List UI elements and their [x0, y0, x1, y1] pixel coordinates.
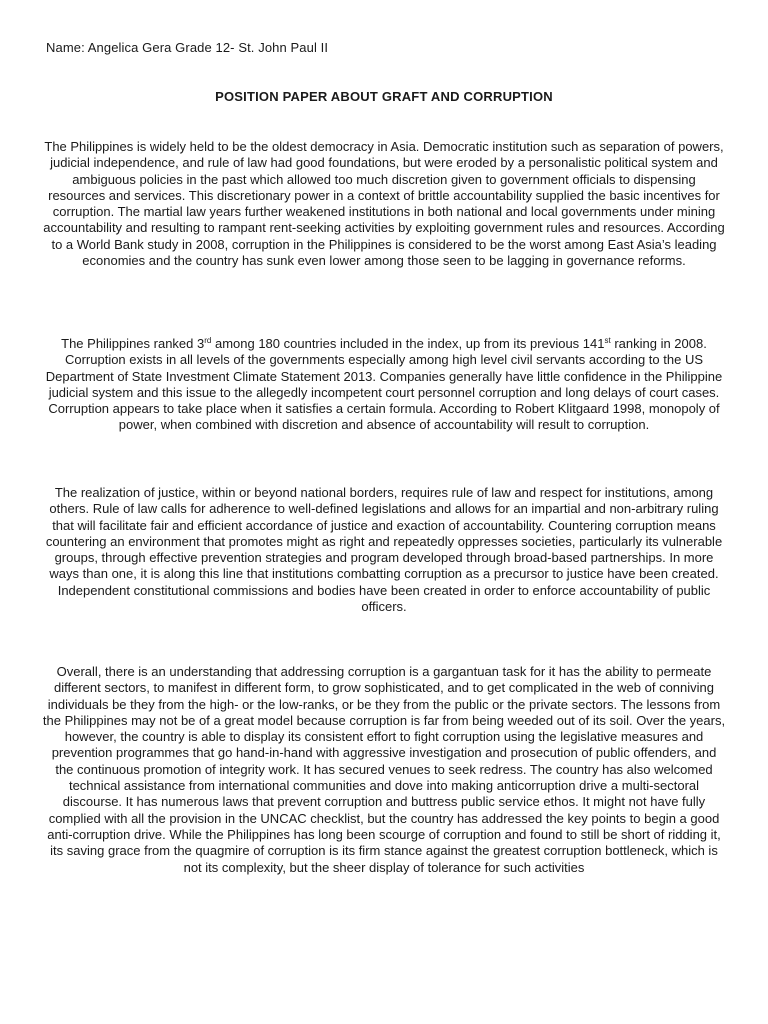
ordinal-suffix-st: st [604, 336, 611, 345]
paragraph-1: The Philippines is widely held to be the oldest democracy in Asia. Democratic institution such as separation of powers, judicial independence, and rule of law had good foundations, but were eroded by a personalistic political system and ambiguous policies in the past which allowed too much discretion given to government officials to dispensing resources and services. This discretionary power in a context of brittle accountability supplied the basic incentives for corruption. The martial law years further weakened institutions in both national and local governments under mining accountability and resulting to rampant rent-seeking activities by exploiting government rules and resources. According to a World Bank study in 2008, corruption in the Philippines is considered to be the worst among East Asia’s leading economies and the country has sunk even lower among those seen to be lagging in governance reforms. [43, 139, 725, 269]
author-name-line: Name: Angelica Gera Grade 12- St. John Paul II [46, 40, 329, 55]
paragraph-2-text-c: ranking in 2008. Corruption exists in all levels of the governments especially among high level civil servants according to the US Department of State Investment Climate Statement 2013. Companies generally have little confidence in the Philippine judicial system and this issue to the allegedly incompetent court personnel corruption and long delays of court cases. Corruption appears to take place when it satisfies a certain formula. According to Robert Klitgaard 1998, monopoly of power, when combined with discretion and absence of accountability will result to corruption. [45, 336, 723, 433]
paragraph-3: The realization of justice, within or beyond national borders, requires rule of law and respect for institutions, among others. Rule of law calls for adherence to well-defined legislations and allows for an impartial and non-arbitrary ruling that will facilitate fair and efficient accordance of justice and exaction of accountability. Countering corruption means countering an environment that promotes might as right and repeatedly oppresses societies, particularly its vulnerable groups, through effective prevention strategies and program developed through broad-based partnerships. In more ways than one, it is along this line that institutions combatting corruption as a precursor to justice have been created. Independent constitutional commissions and bodies have been created in order to enforce accountability of public officers. [45, 485, 723, 615]
paragraph-2-text-b: among 180 countries included in the index, up from its previous 141 [211, 336, 605, 351]
page-title: POSITION PAPER ABOUT GRAFT AND CORRUPTION [215, 89, 553, 104]
ordinal-suffix-rd: rd [204, 336, 212, 345]
paragraph-2 [42, 336, 726, 434]
paragraph-2-text-a: The Philippines ranked 3 [61, 336, 205, 351]
paragraph-4: Overall, there is an understanding that addressing corruption is a gargantuan task for it has the ability to permeate different sectors, to manifest in different form, to grow sophisticated, and to get complicated in the web of conniving individuals be they from the high- or the low-ranks, or be they from the public or the private sectors. The lessons from the Philippines may not be of a great model because corruption is far from being weeded out of its soil. Over the years, however, the country is able to display its consistent effort to fight corruption using the legislative measures and prevention programmes that go hand-in-hand with aggressive investigation and prosecution of public offenders, and the continuous promotion of integrity work. It has secured venues to seek redress. The country has also welcomed technical assistance from international communities and dove into making anticorruption drive a multi-sectoral discourse. It has numerous laws that prevent corruption and buttress public service ethos. It might not have fully complied with all the provision in the UNCAC checklist, but the country has addressed the key points to begin a good anti-corruption drive. While the Philippines has long been scourge of corruption and found to still be short of ridding it, its saving grace from the quagmire of corruption is its firm stance against the greatest corruption bottleneck, which is not its complexity, but the sheer display of tolerance for such activities [42, 664, 726, 875]
